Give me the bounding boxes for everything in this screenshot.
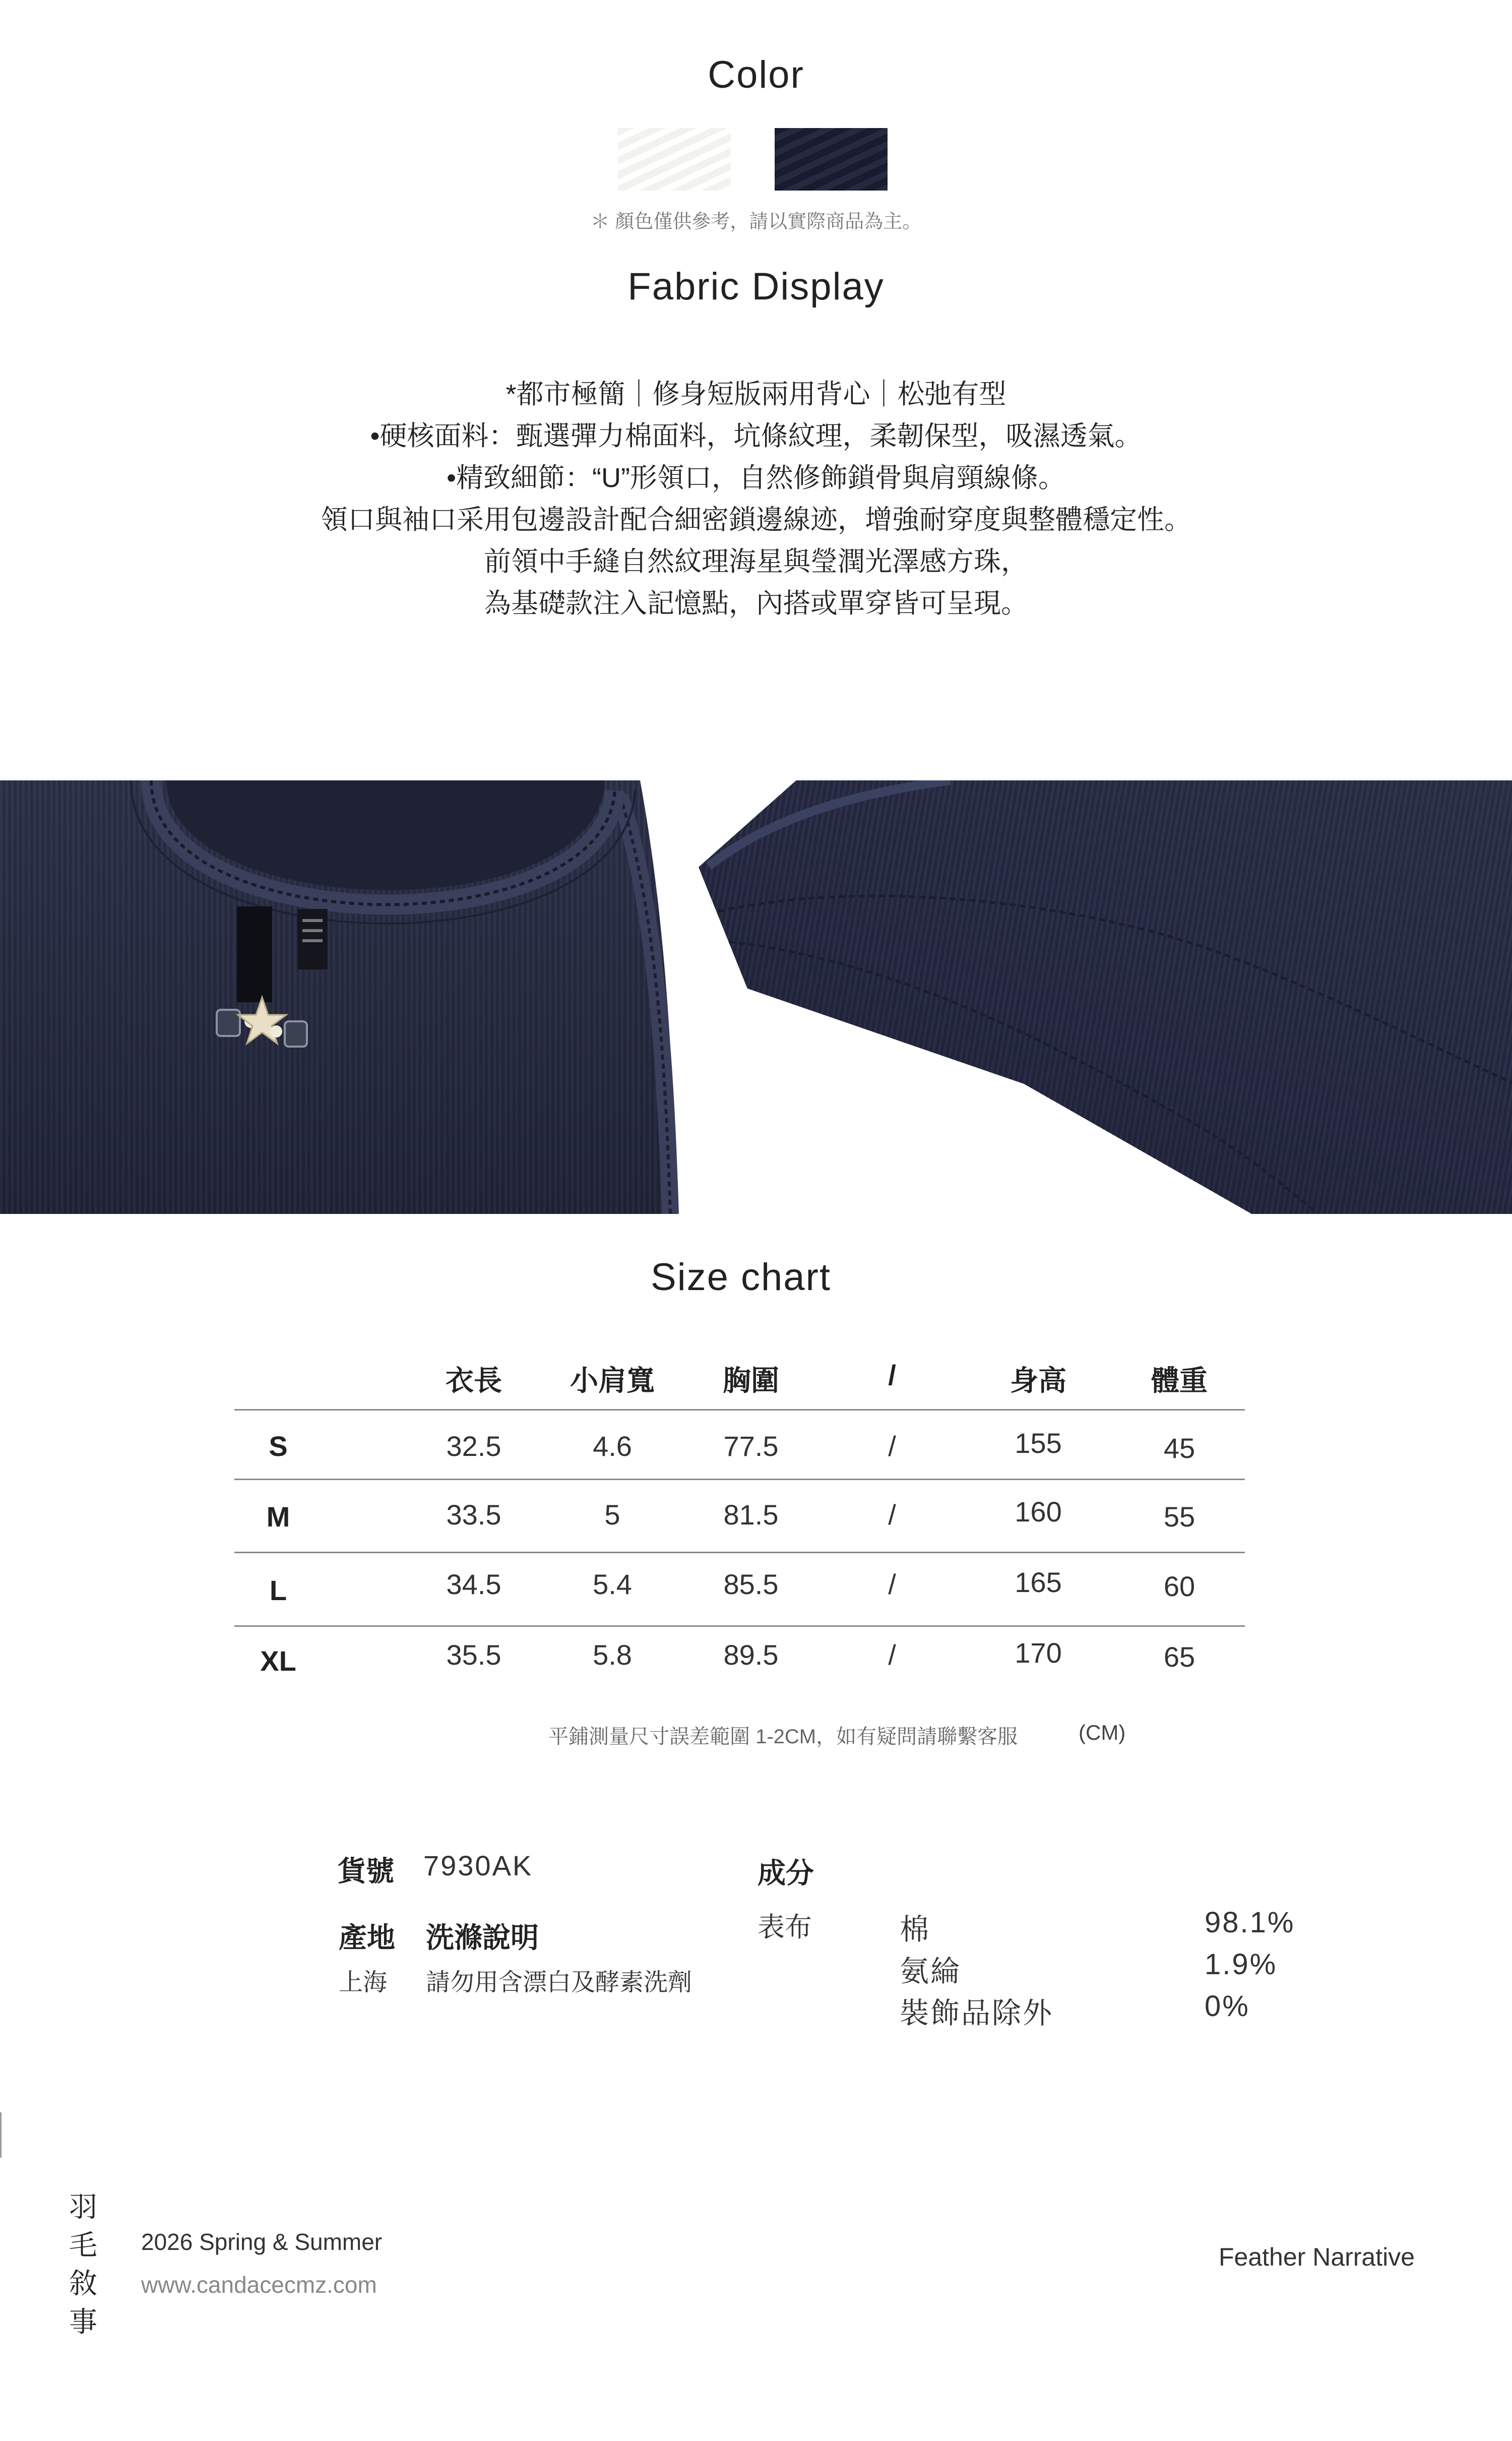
fabric-line-5: 前領中手縫自然紋理海星與瑩潤光澤感方珠， [484, 546, 1028, 577]
cell: 89.5 [723, 1639, 779, 1671]
website-link[interactable]: www.candacecmz.com [141, 2272, 377, 2298]
fabric-title: Fabric Display [627, 265, 885, 308]
header-bust: 胸圍 [723, 1365, 779, 1396]
sku-label: 貨號 [338, 1855, 394, 1887]
ivory-swatch [618, 128, 731, 191]
season-label: 2026 Spring & Summer [141, 2229, 383, 2255]
cell: 81.5 [723, 1499, 779, 1531]
sku-value: 7930AK [423, 1850, 533, 1881]
size-label-s: S [269, 1430, 288, 1462]
table-divider [234, 1625, 1245, 1627]
color-title: Color [708, 53, 804, 96]
size-label-l: L [269, 1574, 287, 1606]
hem-illustration [699, 780, 1512, 1214]
cell: 85.5 [723, 1568, 779, 1600]
care-value: 請勿用含漂白及酵素洗劑 [426, 1969, 692, 1996]
cell: 60 [1163, 1570, 1195, 1602]
cell: 160 [1015, 1496, 1062, 1528]
cell: 45 [1163, 1432, 1195, 1464]
cell: 4.6 [593, 1430, 632, 1462]
cell: / [888, 1639, 896, 1671]
header-shoulder: 小肩寬 [570, 1365, 655, 1396]
header-slash: / [888, 1359, 896, 1391]
cell: 55 [1163, 1501, 1195, 1533]
brand-vertical [66, 2188, 101, 2341]
cell: 77.5 [723, 1430, 779, 1462]
unit-label: (CM) [1079, 1721, 1126, 1744]
cell: 34.5 [446, 1568, 501, 1600]
brand-tagline: Feather Narrative [1219, 2243, 1415, 2271]
fabric-line-3: •精致細節：“U”形領口，自然修飾鎖骨與肩頸線條。 [447, 463, 1065, 493]
cell: 5.4 [593, 1568, 632, 1600]
material-name: 裝飾品除外 [900, 1997, 1054, 2030]
fabric-line-1: *都市極簡｜修身短版兩用背心｜松弛有型 [506, 379, 1006, 409]
brand-char: 羽 [69, 2191, 97, 2223]
size-label-xl: XL [260, 1645, 296, 1677]
size-chart-title: Size chart [651, 1256, 831, 1299]
cell: / [888, 1430, 896, 1462]
cell: / [888, 1568, 896, 1600]
fabric-line-2: •硬核面料：甄選彈力棉面料，坑條紋理，柔韌保型，吸濕透氣。 [370, 421, 1142, 451]
brand-char: 事 [69, 2306, 97, 2338]
table-divider [234, 1552, 1245, 1553]
header-height: 身高 [1010, 1365, 1066, 1396]
material-pct: 1.9% [1205, 1948, 1278, 1981]
cell: 35.5 [446, 1639, 501, 1671]
size-note: 平鋪測量尺寸誤差範圍 1-2CM，如有疑問請聯繫客服 [548, 1726, 1018, 1748]
header-weight: 體重 [1151, 1365, 1208, 1396]
table-divider [234, 1409, 1245, 1411]
neckline-detail-photo [0, 780, 687, 1214]
material-pct: 98.1% [1205, 1906, 1295, 1939]
care-label: 洗滌說明 [426, 1922, 539, 1954]
color-note: ＊ 顏色僅供參考，請以實際商品為主。 [590, 211, 922, 232]
material-pct: 0% [1205, 1990, 1250, 2023]
material-name: 棉 [900, 1913, 931, 1946]
size-label-m: M [266, 1501, 290, 1533]
hem-detail-photo [699, 780, 1512, 1214]
brand-char: 敘 [69, 2268, 97, 2299]
cell: 32.5 [446, 1430, 501, 1462]
cell: 155 [1015, 1427, 1062, 1459]
material-name: 氨綸 [900, 1955, 962, 1988]
brand-char: 毛 [69, 2229, 97, 2261]
edge-mark [0, 2112, 2, 2158]
header-length: 衣長 [446, 1365, 502, 1396]
fabric-part-label: 表布 [758, 1912, 812, 1942]
fabric-line-6: 為基礎款注入記憶點，內搭或單穿皆可呈現。 [484, 588, 1028, 619]
cell: 65 [1163, 1641, 1195, 1673]
cell: 5 [604, 1499, 620, 1531]
cell: 170 [1015, 1637, 1062, 1669]
cell: / [888, 1499, 896, 1531]
cell: 5.8 [593, 1639, 632, 1671]
fabric-line-4: 領口與袖口采用包邊設計配合細密鎖邊線迹，增強耐穿度與整體穩定性。 [321, 505, 1191, 535]
composition-label: 成分 [758, 1857, 814, 1889]
origin-label: 產地 [339, 1922, 395, 1954]
cell: 33.5 [446, 1499, 501, 1531]
navy-swatch [775, 128, 888, 191]
cell: 165 [1015, 1566, 1062, 1598]
neckline-illustration [0, 780, 687, 1214]
origin-value: 上海 [339, 1969, 388, 1996]
table-divider [234, 1479, 1245, 1480]
